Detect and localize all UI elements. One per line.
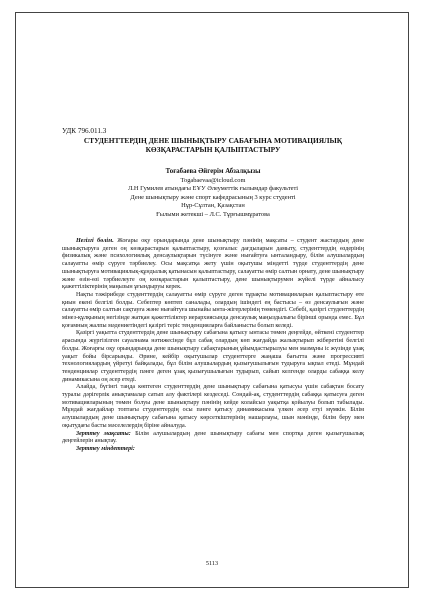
intro-text: Жоғары оқу орындарында дене шынықтыру пәнінің мақсаты – студент жастардың дене шынықтыруға деген оң көзқарастарын қалыптастыру, қозғалыс дағдыларын дамыту, студенттердің өздерінің физикалық және психологиялық денсаулықтарын түсінуге және нығайтуға ынталандыру, білім алушылардың салауатты өмір сүруге тәрбиелеу. Осы мақсатқа жету үшін оқытушы міндетті түрде студенттердің дене шынықтыруға мотивациялық-құндылық қатынасын қалыптастыру, салауатты өмір салтын орнату, дене шынықтыру және өзін-өзі тәрбиелеуге оң көзқарастарын қалыптастыру, дене шынықтырумен жүйелі түрде айналысу қажеттіліктерінің маңызын ұғындыруы керек.: [62, 238, 365, 291]
intro-label: Негізгі бөлім.: [76, 238, 114, 244]
goal-text: Білім алушылардың дене шынықтыру сабағы мен спортқа деген қызығушылық деңгейлерін анықтау.: [62, 430, 364, 445]
paragraph-4: Алайда, бүгінгі таңда көптеген студенттердің дене шынықтыру сабағына қатысуы үшін сабақтан босату туралы дәрігерлік анықтамалар сатып алу фактілері кездеседі. Сондай-ақ, студенттердің сабаққа қатысуға деген мотивацияларының төмен болуы дене шынықтыру пәнінің кейде колайсыз уақытқа қойылуы болып табылады. Мұндай жағдайлар топтағы студенттердің осы пәнге қатысу динамикасына үлкен әсер етуі мүмкін. Білім алушылардың дене шынықтыру сабағына қатысу көрсеткіштерінің нашарлауы, шын мәнінде, білім беру мен оқытудағы басты мәселелердің біріне айналуда.: [62, 384, 364, 429]
title-line-1: СТУДЕНТТЕРДІҢ ДЕНЕ ШЫНЫҚТЫРУ САБАҒЫНА МОТИВАЦИЯЛЫҚ: [83, 136, 343, 145]
paragraph-3: Қазіргі уақытта студенттердің дене шынықтыру сабағына қатысу ынтасы төмен деңгейде, өйткені студенттер арасында жүргізілген сауалнама нәтижесінде бұл сабақ олардың көп жағдайда жалықтырып жіберетіні белгілі болды. Жоғарғы оқу орындарында дене шынықтыру сабақтарының ұйымдастырылуы мен мазмұны іс жүзінде ұзақ уақыт бойы бірсарынды. Әрине, кейбір оқытушылар студенттерге жаңаша бағытта және прогрессивті технологиялардың үйретуі байқалады, бұл білім алушылардың қызығушылығын тудыруға ықпал етеді. Мұндай тенденциялар студенттердің пәнге деген ұзақ қызығушылығын тудырып, сайып келгенде оларды сабаққа келу динамикасына оң әсер етеді.: [62, 330, 364, 383]
page-number: 5113: [205, 560, 219, 567]
author-block: [62, 168, 364, 220]
goal-paragraph: [62, 431, 364, 446]
article-title: [62, 136, 364, 154]
goal-label: Зерттеу мақсаты:: [76, 430, 131, 437]
author-email: Togabaevaa@icloud.com: [180, 176, 246, 184]
intro-paragraph: [62, 238, 364, 292]
tasks-heading: [62, 446, 364, 454]
title-line-2: КӨЗҚАРАСТАРЫН ҚАЛЫПТАСТЫРУ: [145, 145, 281, 154]
article-body: [62, 238, 364, 454]
affiliation-department: Дене шынықтыру және спорт кафедрасының 3 курс студенті: [130, 193, 296, 201]
paragraph-2: Нақты тәжірибеде студенттердің салауатты өмір сүруге деген тұрақты мотивацияларын қалыптастыру өте қиын екені белгілі болды. Себептер көптеп саналады, олардың ішіндегі ең бастысы – өз денсаулығын және салауатты өмір салтын сақтауға және нығайтуға шынайы ынта-жігерлерінің төмендігі. Себебі, қазіргі студенттердің мінез-құлқының негізінде жатқан қажеттіліктер иерархиясында денсаулық маңыздылығы бірінші орында емес. Бұл қоғамның жалпы мәдениетіндегі қазіргі теріс тенденцияларға байланысты болып келеді.: [62, 291, 364, 329]
tasks-label: Зерттеу міндеттері:: [76, 445, 135, 452]
affiliation-faculty: Л.Н Гумилев атындағы ЕҰУ Әлеуметтік ғылымдар факультеті: [127, 185, 299, 193]
supervisor: Ғылыми жетекші – Л.С. Тұрғышмұратова: [156, 210, 270, 218]
location: Нұр-Сұлтан, Қазақстан: [181, 202, 245, 210]
author-name: Тоғабаева Әйгерім Абзалқызы: [165, 168, 261, 175]
udc-code: УДК 796.011.3: [62, 127, 107, 135]
